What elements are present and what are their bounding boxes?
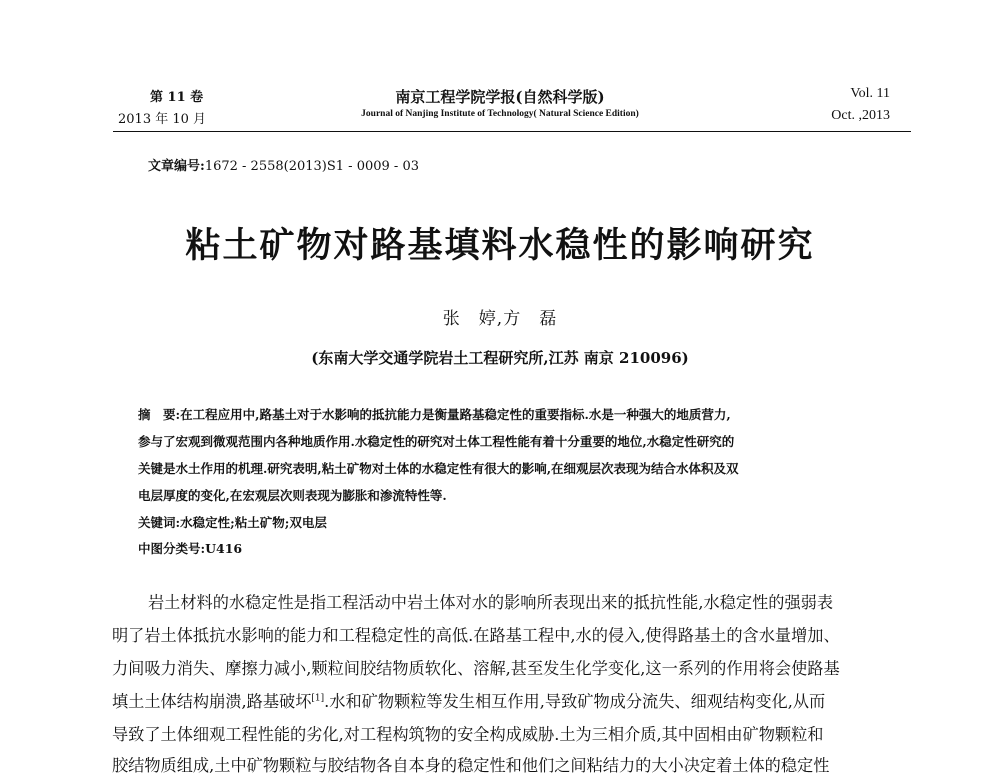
affiliation: (东南大学交通学院岩土工程研究所,江苏 南京 210096) xyxy=(311,349,689,367)
body-line: 导致了土体细观工程性能的劣化,对工程构筑物的安全构成威胁.土为三相介质,其中固相由矿物颗粒和 xyxy=(112,725,824,744)
keywords: 关键词:水稳定性;粘土矿物;双电层 xyxy=(138,515,327,530)
abstract-line: 参与了宏观到微观范围内各种地质作用.水稳定性的研究对土体工程性能有着十分重要的地位,水稳定性研究的 xyxy=(138,434,735,449)
header-rule xyxy=(113,131,911,132)
body-line xyxy=(112,688,825,712)
volume-cn: 第 11 卷 xyxy=(150,90,204,105)
doc-no-label: 文章编号: xyxy=(148,159,205,174)
abstract-line: 电层厚度的变化,在宏观层次则表现为膨胀和渗流特性等. xyxy=(138,488,447,503)
paper-title: 粘土矿物对路基填料水稳性的影响研究 xyxy=(185,226,815,266)
authors: 张 婷,方 磊 xyxy=(442,309,558,329)
document-number xyxy=(148,155,419,174)
volume-en: Vol. 11 xyxy=(850,86,890,101)
abstract-line: 摘 要:在工程应用中,路基土对于水影响的抵抗能力是衡量路基稳定性的重要指标.水是一种强大的地质营力, xyxy=(138,407,731,422)
body-line-part: .水和矿物颗粒等发生相互作用,导致矿物成分流失、细观结构变化,从而 xyxy=(324,692,826,711)
doc-no-value: 1672 - 2558(2013)S1 - 0009 - 03 xyxy=(204,159,419,174)
journal-title-en: Journal of Nanjing Institute of Technology( Natural Science Edition) xyxy=(361,109,639,119)
clc-number: 中图分类号:U416 xyxy=(138,541,243,556)
body-line: 力间吸力消失、摩擦力减小,颗粒间胶结物质软化、溶解,甚至发生化学变化,这一系列的作用将会使路基 xyxy=(112,659,840,678)
journal-title-cn: 南京工程学院学报(自然科学版) xyxy=(395,88,605,106)
date-en: Oct. ,2013 xyxy=(831,108,890,123)
abstract-line: 关键是水土作用的机理.研究表明,粘土矿物对土体的水稳定性有很大的影响,在细观层次表现为结合水体积及双 xyxy=(138,461,739,476)
body-line-part: 填土土体结构崩溃,路基破坏 xyxy=(112,692,312,711)
citation-ref[interactable]: [1] xyxy=(311,693,325,704)
body-line: 明了岩土体抵抗水影响的能力和工程稳定性的高低.在路基工程中,水的侵入,使得路基土的含水量增加、 xyxy=(112,626,840,645)
body-line: 岩土材料的水稳定性是指工程活动中岩土体对水的影响所表现出来的抵抗性能,水稳定性的强弱表 xyxy=(148,593,834,612)
date-cn: 2013 年 10 月 xyxy=(118,112,207,127)
body-line: 胶结物质组成,土中矿物颗粒与胶结物各自本身的稳定性和他们之间粘结力的大小决定着土体的稳定性 xyxy=(112,756,830,775)
